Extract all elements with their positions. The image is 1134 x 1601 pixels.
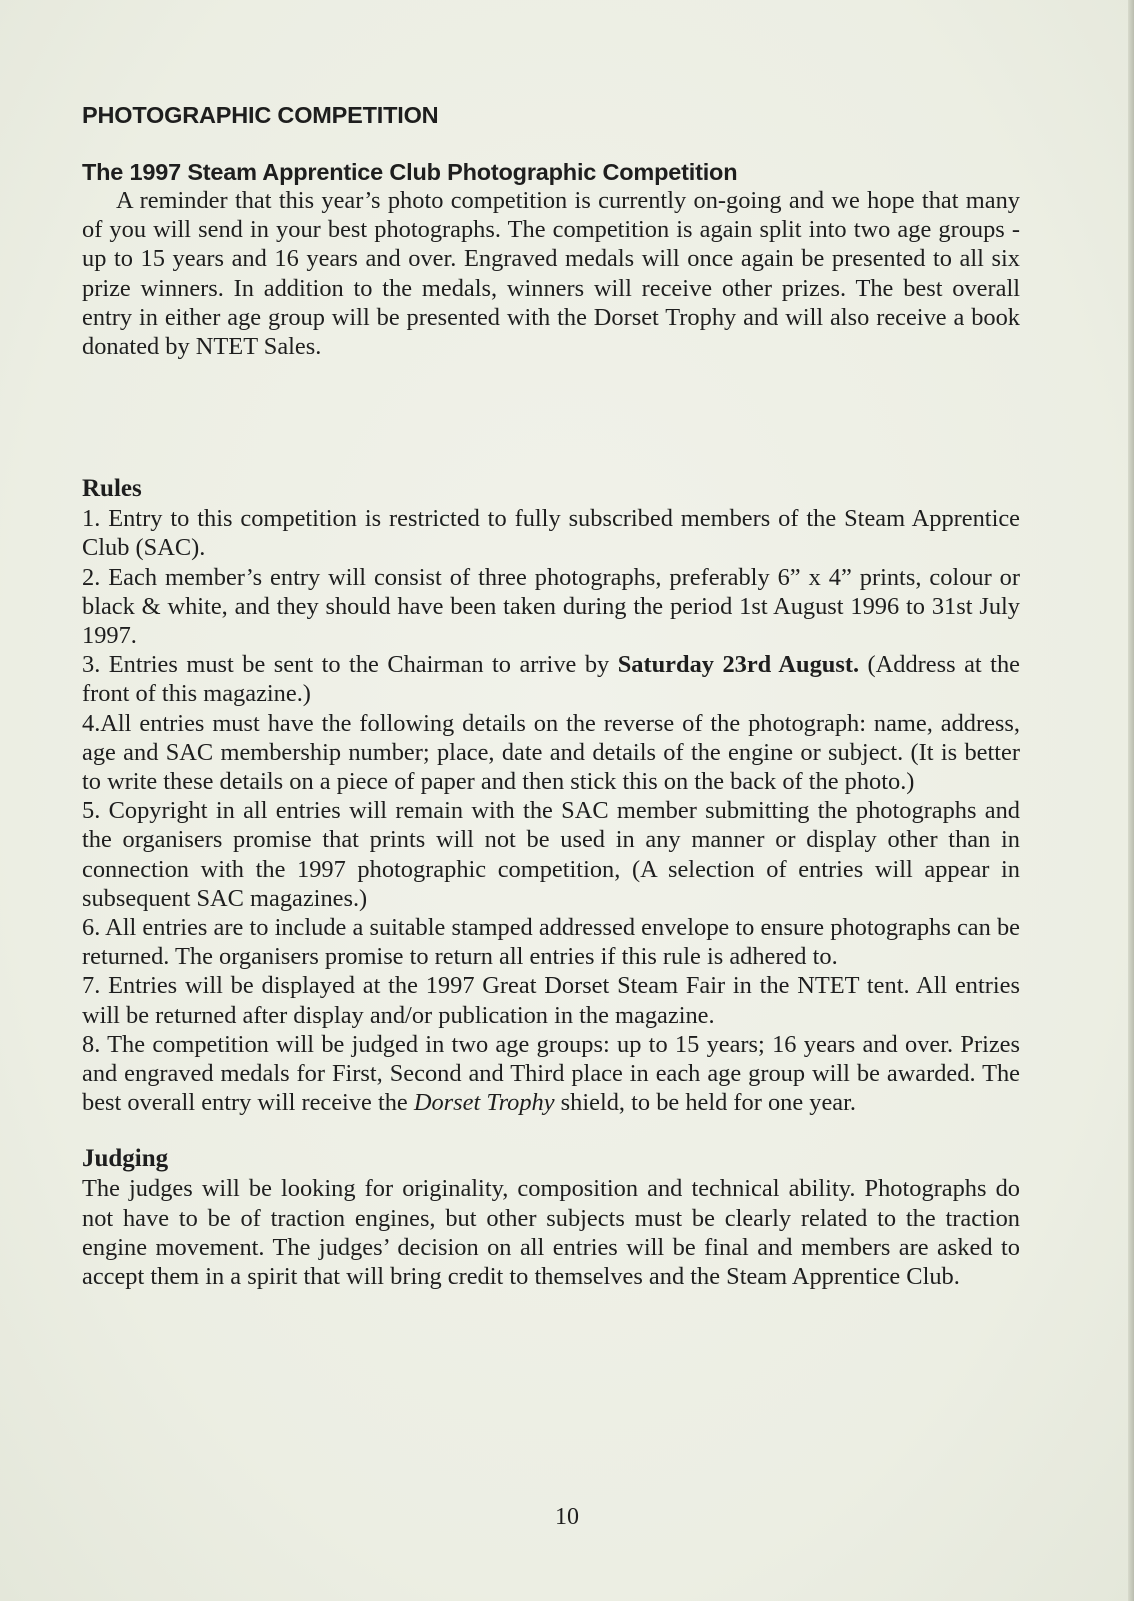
- rule-3: [82, 650, 1020, 708]
- rule-8-text: 8. The competition will be judged in two age groups: up to 15 years; 16 years and over. Prizes and engraved medals for First, Second and Third place in each age group will be awarded. The best overall entry will receive the: [82, 1030, 1020, 1117]
- competition-title: The 1997 Steam Apprentice Club Photographic Competition: [82, 159, 738, 185]
- rule-4: 4.All entries must have the following details on the reverse of the photograph: name, address, age and SAC membership number; place, date and details of the engine or subject. (It is better to write these details on a piece of paper and then stick this on the back of the photo.): [82, 709, 1020, 796]
- page-number: 10: [555, 1504, 579, 1530]
- rule-5: 5. Copyright in all entries will remain with the SAC member submitting the photographs and the organisers promise that prints will not be used in any manner or display other than in connection with the 1997 photographic competition, (A selection of entries will appear in subsequent SAC magazines.): [82, 797, 1020, 912]
- rules-list: [82, 504, 1020, 1117]
- section-title: PHOTOGRAPHIC COMPETITION: [82, 102, 439, 128]
- rule-3-text: 3. Entries must be sent to the Chairman to arrive by: [82, 651, 618, 679]
- rule-1: 1. Entry to this competition is restricted to fully subscribed members of the Steam Apprentice Club (SAC).: [82, 505, 1020, 562]
- judging-heading: Judging: [82, 1145, 169, 1173]
- intro-paragraph: A reminder that this year’s photo competition is currently on-going and we hope that many of you will send in your best photographs. The competition is again split into two age groups - up to 15 years and 16 years and over. Engraved medals will once again be presented to all six prize winners. In addition to the medals, winners will receive other prizes. The best overall entry in either age group will be presented with the Dorset Trophy and will also receive a book donated by NTET Sales.: [82, 187, 1020, 361]
- rule-3-address-note: (Address at the front of this magazine.): [82, 651, 1020, 708]
- rule-8: [82, 1030, 1020, 1118]
- rules-heading: Rules: [82, 475, 142, 503]
- rule-8-trophy-name: Dorset Trophy: [413, 1089, 555, 1117]
- rule-7: 7. Entries will be displayed at the 1997 Great Dorset Steam Fair in the NTET tent. All entries will be returned after display and/or publication in the magazine.: [82, 972, 1020, 1029]
- rule-8-end: shield, to be held for one year.: [554, 1089, 856, 1117]
- rule-6: 6. All entries are to include a suitable stamped addressed envelope to ensure photographs can be returned. The organisers promise to return all entries if this rule is adhered to.: [82, 914, 1020, 971]
- page-content: [82, 100, 1020, 1291]
- page-edge-shadow: [1128, 0, 1134, 1601]
- rule-2: 2. Each member’s entry will consist of three photographs, preferably 6” x 4” prints, colour or black & white, and they should have been taken during the period 1st August 1996 to 31st July 1997.: [82, 563, 1020, 650]
- rule-3-deadline: Saturday 23rd August.: [617, 651, 860, 679]
- judging-paragraph: The judges will be looking for originality, composition and technical ability. Photographs do not have to be of traction engines, but other subjects must be clearly related to the traction engine movement. The judges’ decision on all entries will be final and members are asked to accept them in a spirit that will bring credit to themselves and the Steam Apprentice Club.: [82, 1175, 1020, 1291]
